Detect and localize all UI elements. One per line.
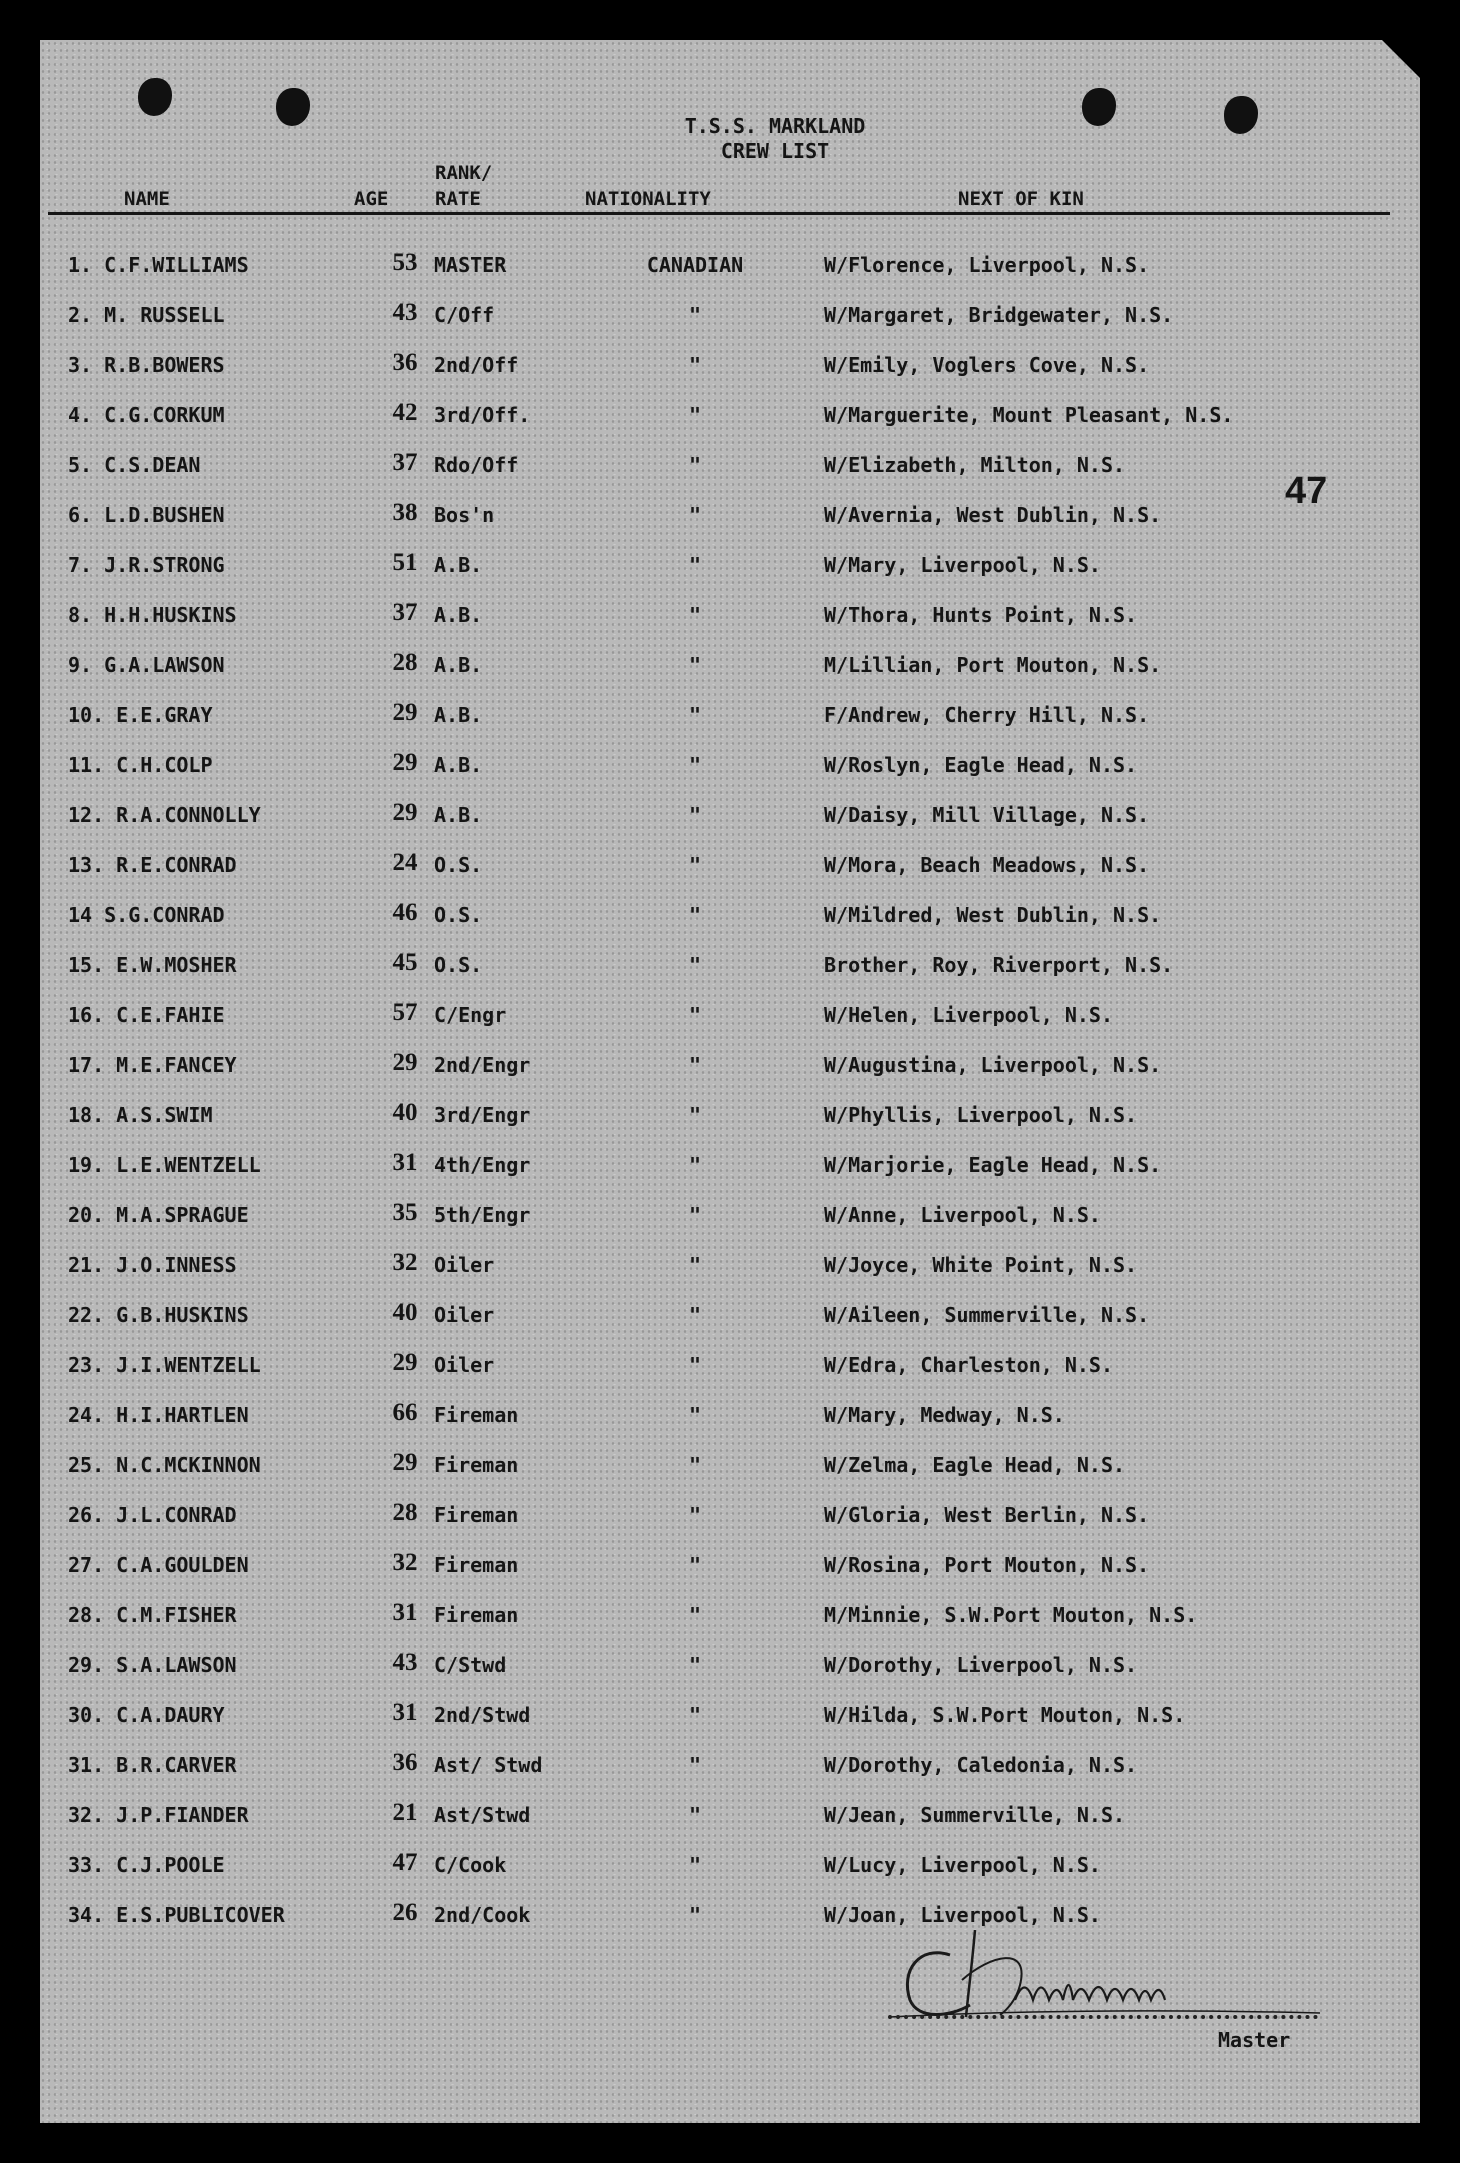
header-rank-line2: RATE: [435, 188, 481, 210]
table-row: [40, 949, 1420, 1003]
crew-name-text: J.O.INNESS: [116, 1253, 237, 1277]
crew-next-of-kin: W/Mora, Beach Meadows, N.S.: [824, 853, 1150, 877]
crew-name: [68, 553, 225, 577]
crew-next-of-kin: M/Lillian, Port Mouton, N.S.: [824, 653, 1162, 677]
crew-nationality: ": [688, 1153, 702, 1177]
crew-rank: A.B.: [434, 753, 483, 777]
crew-name: [68, 953, 237, 977]
crew-rank: A.B.: [434, 553, 483, 577]
crew-age: 31: [392, 1599, 418, 1626]
crew-rank: Fireman: [434, 1453, 519, 1477]
crew-number: 4.: [68, 403, 93, 427]
crew-number: 1.: [68, 253, 93, 277]
crew-age: 28: [392, 649, 418, 676]
crew-rank: 4th/Engr: [434, 1153, 531, 1177]
crew-age: 32: [392, 1249, 418, 1276]
folded-corner: [1382, 40, 1420, 78]
crew-name-text: C.H.COLP: [116, 753, 213, 777]
crew-name-text: E.S.PUBLICOVER: [116, 1903, 285, 1927]
crew-nationality: ": [688, 1053, 702, 1077]
crew-number: 3.: [68, 353, 93, 377]
crew-nationality: ": [688, 1403, 702, 1427]
crew-number: 16.: [68, 1003, 105, 1027]
crew-rank: O.S.: [434, 903, 483, 927]
header-rule: [48, 212, 1390, 215]
crew-next-of-kin: W/Dorothy, Caledonia, N.S.: [824, 1753, 1138, 1777]
crew-number: 27.: [68, 1553, 105, 1577]
document-title: T.S.S. MARKLAND: [684, 114, 866, 138]
crew-rank: 2nd/Off: [434, 353, 519, 377]
crew-next-of-kin: W/Marguerite, Mount Pleasant, N.S.: [824, 403, 1234, 427]
crew-rank: O.S.: [434, 853, 483, 877]
table-row: [40, 349, 1420, 403]
crew-nationality: ": [688, 1803, 702, 1827]
crew-rank: 2nd/Stwd: [434, 1703, 531, 1727]
crew-name-text: H.I.HARTLEN: [116, 1403, 249, 1427]
crew-number: 20.: [68, 1203, 105, 1227]
crew-next-of-kin: W/Jean, Summerville, N.S.: [824, 1803, 1126, 1827]
table-row: [40, 1399, 1420, 1453]
crew-name: [68, 903, 225, 927]
punch-hole-left-1: [138, 78, 172, 116]
crew-age: 37: [392, 449, 418, 476]
crew-next-of-kin: W/Edra, Charleston, N.S.: [824, 1353, 1113, 1377]
crew-name-text: B.R.CARVER: [116, 1753, 237, 1777]
crew-rank: Rdo/Off: [434, 453, 519, 477]
crew-rank: C/Off: [434, 303, 495, 327]
crew-rank: Fireman: [434, 1503, 519, 1527]
crew-nationality: ": [688, 1853, 702, 1877]
crew-age: 29: [392, 1449, 418, 1476]
crew-next-of-kin: W/Anne, Liverpool, N.S.: [824, 1203, 1101, 1227]
crew-number: 15.: [68, 953, 105, 977]
crew-nationality: ": [688, 953, 702, 977]
crew-name-text: C.G.CORKUM: [104, 403, 225, 427]
table-row: [40, 1799, 1420, 1853]
crew-next-of-kin: W/Phyllis, Liverpool, N.S.: [824, 1103, 1138, 1127]
table-row: [40, 1299, 1420, 1353]
crew-age: 24: [392, 849, 418, 876]
crew-name: [68, 253, 249, 277]
crew-next-of-kin: W/Hilda, S.W.Port Mouton, N.S.: [824, 1703, 1186, 1727]
crew-next-of-kin: W/Roslyn, Eagle Head, N.S.: [824, 753, 1138, 777]
crew-name-text: R.B.BOWERS: [104, 353, 225, 377]
crew-next-of-kin: M/Minnie, S.W.Port Mouton, N.S.: [824, 1603, 1198, 1627]
crew-name: [68, 703, 213, 727]
crew-next-of-kin: W/Florence, Liverpool, N.S.: [824, 253, 1150, 277]
document-page: [40, 40, 1420, 2123]
table-row: [40, 849, 1420, 903]
crew-rank: Ast/ Stwd: [434, 1753, 543, 1777]
table-row: [40, 549, 1420, 603]
crew-name: [68, 1603, 237, 1627]
table-row: [40, 1149, 1420, 1203]
crew-name-text: G.B.HUSKINS: [116, 1303, 249, 1327]
crew-nationality: ": [688, 1453, 702, 1477]
crew-name-text: S.G.CONRAD: [104, 903, 225, 927]
crew-name: [68, 1853, 225, 1877]
crew-age: 35: [392, 1199, 418, 1226]
crew-number: 14: [68, 903, 93, 927]
crew-next-of-kin: W/Emily, Voglers Cove, N.S.: [824, 353, 1150, 377]
table-row: [40, 249, 1420, 303]
signature-line: [888, 2015, 1318, 2019]
crew-next-of-kin: W/Rosina, Port Mouton, N.S.: [824, 1553, 1150, 1577]
crew-number: 23.: [68, 1353, 105, 1377]
crew-rank: Oiler: [434, 1353, 495, 1377]
table-row: [40, 1449, 1420, 1503]
crew-rank: Oiler: [434, 1303, 495, 1327]
crew-age: 37: [392, 599, 418, 626]
crew-rank: C/Stwd: [434, 1653, 507, 1677]
crew-name-text: L.D.BUSHEN: [104, 503, 225, 527]
crew-name: [68, 303, 225, 327]
crew-nationality: ": [688, 803, 702, 827]
table-row: [40, 1249, 1420, 1303]
crew-number: 24.: [68, 1403, 105, 1427]
crew-number: 34.: [68, 1903, 105, 1927]
crew-nationality: ": [688, 1903, 702, 1927]
crew-nationality: ": [688, 1553, 702, 1577]
crew-next-of-kin: W/Mildred, West Dublin, N.S.: [824, 903, 1162, 927]
crew-next-of-kin: W/Augustina, Liverpool, N.S.: [824, 1053, 1162, 1077]
crew-nationality: ": [688, 853, 702, 877]
crew-name: [68, 403, 225, 427]
crew-age: 21: [392, 1799, 418, 1826]
crew-age: 43: [392, 1649, 418, 1676]
crew-name: [68, 353, 225, 377]
table-row: [40, 899, 1420, 953]
crew-number: 26.: [68, 1503, 105, 1527]
crew-name: [68, 1753, 237, 1777]
crew-rank: 5th/Engr: [434, 1203, 531, 1227]
crew-age: 29: [392, 1349, 418, 1376]
crew-name: [68, 1103, 213, 1127]
crew-age: 29: [392, 799, 418, 826]
crew-number: 7.: [68, 553, 93, 577]
crew-name: [68, 1703, 225, 1727]
crew-next-of-kin: W/Daisy, Mill Village, N.S.: [824, 803, 1150, 827]
crew-age: 29: [392, 749, 418, 776]
crew-name-text: C.M.FISHER: [116, 1603, 237, 1627]
crew-nationality: ": [688, 1353, 702, 1377]
crew-next-of-kin: W/Gloria, West Berlin, N.S.: [824, 1503, 1150, 1527]
crew-nationality: ": [688, 503, 702, 527]
crew-name-text: J.R.STRONG: [104, 553, 225, 577]
crew-name-text: C.E.FAHIE: [116, 1003, 225, 1027]
table-row: [40, 999, 1420, 1053]
table-row: [40, 1349, 1420, 1403]
crew-number: 29.: [68, 1653, 105, 1677]
table-row: [40, 1549, 1420, 1603]
crew-name-text: C.F.WILLIAMS: [104, 253, 249, 277]
crew-number: 33.: [68, 1853, 105, 1877]
crew-next-of-kin: Brother, Roy, Riverport, N.S.: [824, 953, 1174, 977]
crew-name: [68, 453, 200, 477]
table-row: [40, 599, 1420, 653]
table-row: [40, 449, 1420, 503]
crew-name-text: J.I.WENTZELL: [116, 1353, 261, 1377]
document-subtitle: CREW LIST: [720, 139, 830, 163]
crew-name: [68, 1203, 249, 1227]
crew-rank: A.B.: [434, 653, 483, 677]
crew-age: 42: [392, 399, 418, 426]
page-number: 47: [1285, 470, 1328, 512]
crew-name: [68, 1253, 237, 1277]
crew-age: 46: [392, 899, 418, 926]
crew-next-of-kin: W/Joan, Liverpool, N.S.: [824, 1903, 1101, 1927]
crew-name-text: M.A.SPRAGUE: [116, 1203, 249, 1227]
crew-name-text: E.E.GRAY: [116, 703, 213, 727]
crew-age: 66: [392, 1399, 418, 1426]
crew-age: 31: [392, 1699, 418, 1726]
crew-name: [68, 1453, 261, 1477]
crew-next-of-kin: W/Aileen, Summerville, N.S.: [824, 1303, 1150, 1327]
crew-list: [40, 249, 1420, 1953]
crew-next-of-kin: W/Joyce, White Point, N.S.: [824, 1253, 1138, 1277]
crew-name-text: A.S.SWIM: [116, 1103, 213, 1127]
crew-number: 18.: [68, 1103, 105, 1127]
crew-rank: 3rd/Off.: [434, 403, 531, 427]
crew-number: 11.: [68, 753, 105, 777]
table-row: [40, 749, 1420, 803]
table-row: [40, 1649, 1420, 1703]
crew-age: 29: [392, 1049, 418, 1076]
crew-rank: 3rd/Engr: [434, 1103, 531, 1127]
crew-number: 25.: [68, 1453, 105, 1477]
crew-nationality: ": [688, 353, 702, 377]
crew-name-text: R.E.CONRAD: [116, 853, 237, 877]
crew-rank: 2nd/Cook: [434, 1903, 531, 1927]
crew-name: [68, 1403, 249, 1427]
crew-number: 19.: [68, 1153, 105, 1177]
crew-nationality: ": [688, 703, 702, 727]
header-age: AGE: [354, 188, 389, 210]
crew-next-of-kin: W/Margaret, Bridgewater, N.S.: [824, 303, 1174, 327]
table-row: [40, 399, 1420, 453]
crew-name-text: C.J.POOLE: [116, 1853, 225, 1877]
table-row: [40, 299, 1420, 353]
crew-age: 57: [392, 999, 418, 1026]
crew-name: [68, 1303, 249, 1327]
crew-age: 40: [392, 1099, 418, 1126]
table-row: [40, 1099, 1420, 1153]
crew-age: 26: [392, 1899, 418, 1926]
crew-rank: A.B.: [434, 603, 483, 627]
crew-age: 28: [392, 1499, 418, 1526]
crew-name: [68, 1903, 285, 1927]
crew-name: [68, 853, 237, 877]
crew-name: [68, 1153, 261, 1177]
crew-nationality: ": [688, 1003, 702, 1027]
crew-number: 13.: [68, 853, 105, 877]
crew-next-of-kin: W/Marjorie, Eagle Head, N.S.: [824, 1153, 1162, 1177]
crew-name-text: H.H.HUSKINS: [104, 603, 237, 627]
crew-age: 31: [392, 1149, 418, 1176]
crew-rank: Ast/Stwd: [434, 1803, 531, 1827]
crew-number: 10.: [68, 703, 105, 727]
crew-nationality: ": [688, 603, 702, 627]
crew-age: 32: [392, 1549, 418, 1576]
crew-number: 5.: [68, 453, 93, 477]
crew-nationality: ": [688, 653, 702, 677]
crew-rank: Fireman: [434, 1603, 519, 1627]
crew-nationality: ": [688, 753, 702, 777]
crew-name-text: M.E.FANCEY: [116, 1053, 237, 1077]
crew-name-text: S.A.LAWSON: [116, 1653, 237, 1677]
crew-next-of-kin: W/Elizabeth, Milton, N.S.: [824, 453, 1126, 477]
crew-nationality: ": [688, 1703, 702, 1727]
crew-rank: 2nd/Engr: [434, 1053, 531, 1077]
table-row: [40, 699, 1420, 753]
crew-name-text: R.A.CONNOLLY: [116, 803, 261, 827]
crew-rank: Oiler: [434, 1253, 495, 1277]
crew-number: 9.: [68, 653, 93, 677]
crew-name-text: J.L.CONRAD: [116, 1503, 237, 1527]
table-row: [40, 1849, 1420, 1903]
crew-name: [68, 1353, 261, 1377]
crew-rank: A.B.: [434, 803, 483, 827]
header-next-of-kin: NEXT OF KIN: [958, 188, 1084, 210]
crew-nationality: ": [688, 1503, 702, 1527]
crew-age: 38: [392, 499, 418, 526]
crew-number: 22.: [68, 1303, 105, 1327]
crew-name: [68, 1003, 225, 1027]
crew-number: 12.: [68, 803, 105, 827]
crew-number: 28.: [68, 1603, 105, 1627]
crew-age: 36: [392, 349, 418, 376]
crew-name: [68, 1503, 237, 1527]
crew-age: 47: [392, 1849, 418, 1876]
table-row: [40, 1499, 1420, 1553]
crew-next-of-kin: W/Thora, Hunts Point, N.S.: [824, 603, 1138, 627]
crew-next-of-kin: W/Zelma, Eagle Head, N.S.: [824, 1453, 1126, 1477]
table-row: [40, 1599, 1420, 1653]
crew-rank: C/Cook: [434, 1853, 507, 1877]
crew-number: 21.: [68, 1253, 105, 1277]
crew-number: 31.: [68, 1753, 105, 1777]
crew-name: [68, 503, 225, 527]
crew-name-text: J.P.FIANDER: [116, 1803, 249, 1827]
crew-next-of-kin: W/Dorothy, Liverpool, N.S.: [824, 1653, 1138, 1677]
crew-age: 45: [392, 949, 418, 976]
crew-next-of-kin: W/Helen, Liverpool, N.S.: [824, 1003, 1113, 1027]
header-nationality: NATIONALITY: [585, 188, 711, 210]
table-row: [40, 649, 1420, 703]
crew-name-text: C.A.GOULDEN: [116, 1553, 249, 1577]
crew-age: 29: [392, 699, 418, 726]
crew-rank: O.S.: [434, 953, 483, 977]
crew-name-text: C.S.DEAN: [104, 453, 201, 477]
crew-age: 53: [392, 249, 418, 276]
crew-rank: A.B.: [434, 703, 483, 727]
crew-age: 43: [392, 299, 418, 326]
crew-name: [68, 603, 237, 627]
crew-nationality: ": [688, 303, 702, 327]
crew-rank: Fireman: [434, 1403, 519, 1427]
crew-nationality: ": [688, 1653, 702, 1677]
crew-nationality: ": [688, 403, 702, 427]
crew-nationality: CANADIAN: [646, 253, 744, 277]
crew-number: 17.: [68, 1053, 105, 1077]
crew-nationality: ": [688, 1303, 702, 1327]
crew-name-text: E.W.MOSHER: [116, 953, 237, 977]
crew-number: 32.: [68, 1803, 105, 1827]
table-row: [40, 1049, 1420, 1103]
signature-title: Master: [1218, 2028, 1291, 2052]
table-row: [40, 499, 1420, 553]
crew-name: [68, 1553, 249, 1577]
crew-name: [68, 1053, 237, 1077]
crew-number: 2.: [68, 303, 93, 327]
crew-name-text: M. RUSSELL: [104, 303, 225, 327]
table-row: [40, 1199, 1420, 1253]
crew-name: [68, 1803, 249, 1827]
crew-number: 6.: [68, 503, 93, 527]
crew-name: [68, 803, 261, 827]
crew-number: 8.: [68, 603, 93, 627]
header-rank-line1: RANK/: [435, 162, 493, 184]
crew-name: [68, 1653, 237, 1677]
crew-rank: MASTER: [434, 253, 507, 277]
crew-nationality: ": [688, 1253, 702, 1277]
crew-name-text: C.A.DAURY: [116, 1703, 225, 1727]
crew-age: 40: [392, 1299, 418, 1326]
crew-rank: Bos'n: [434, 503, 495, 527]
crew-next-of-kin: W/Lucy, Liverpool, N.S.: [824, 1853, 1101, 1877]
crew-name-text: G.A.LAWSON: [104, 653, 225, 677]
table-row: [40, 799, 1420, 853]
crew-name: [68, 753, 213, 777]
crew-nationality: ": [688, 1203, 702, 1227]
header-name: NAME: [124, 188, 170, 210]
crew-age: 51: [392, 549, 418, 576]
crew-nationality: ": [688, 1753, 702, 1777]
crew-rank: Fireman: [434, 1553, 519, 1577]
crew-nationality: ": [688, 453, 702, 477]
crew-nationality: ": [688, 553, 702, 577]
crew-next-of-kin: F/Andrew, Cherry Hill, N.S.: [824, 703, 1150, 727]
crew-next-of-kin: W/Avernia, West Dublin, N.S.: [824, 503, 1162, 527]
crew-next-of-kin: W/Mary, Liverpool, N.S.: [824, 553, 1101, 577]
crew-number: 30.: [68, 1703, 105, 1727]
table-row: [40, 1699, 1420, 1753]
crew-nationality: ": [688, 1103, 702, 1127]
crew-nationality: ": [688, 903, 702, 927]
crew-next-of-kin: W/Mary, Medway, N.S.: [824, 1403, 1065, 1427]
crew-age: 36: [392, 1749, 418, 1776]
table-row: [40, 1749, 1420, 1803]
crew-name-text: L.E.WENTZELL: [116, 1153, 261, 1177]
crew-rank: C/Engr: [434, 1003, 507, 1027]
crew-nationality: ": [688, 1603, 702, 1627]
crew-name: [68, 653, 225, 677]
crew-name-text: N.C.MCKINNON: [116, 1453, 261, 1477]
